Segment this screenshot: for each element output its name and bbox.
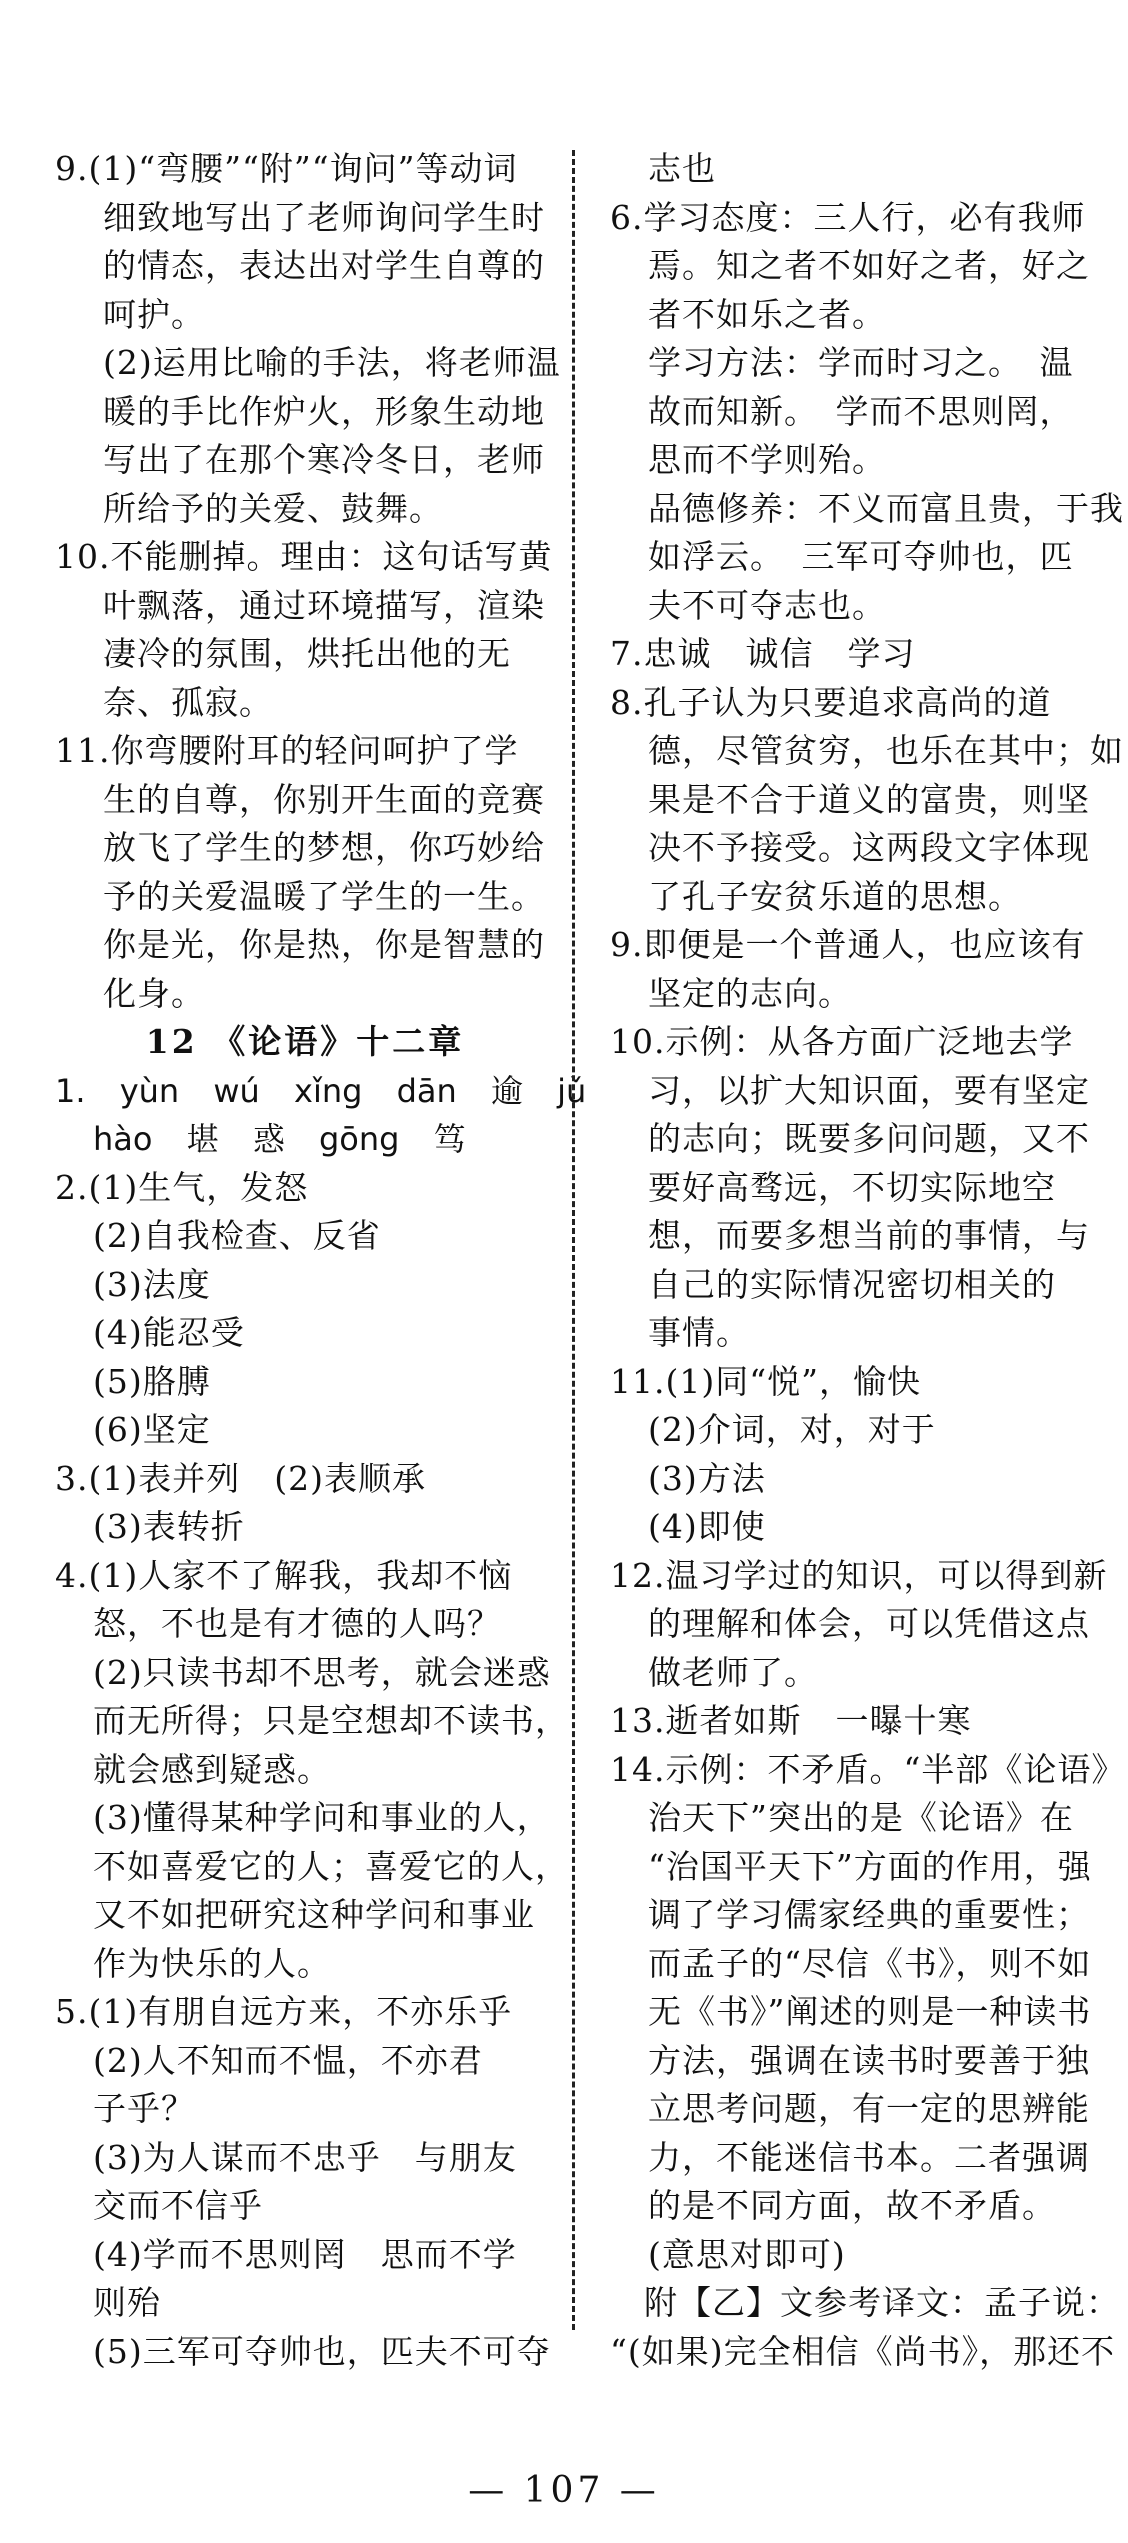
text-line: 放飞了学生的梦想，你巧妙给	[103, 828, 545, 867]
text-line: 10.不能删掉。理由：这句话写黄	[55, 537, 553, 576]
text-line: 立思考问题，有一定的思辨能	[648, 2089, 1090, 2128]
text-line: 如浮云。 三军可夺帅也，匹	[648, 537, 1074, 576]
text-line: 9.即便是一个普通人，也应该有	[610, 925, 1086, 964]
text-line: (5)胳膊	[93, 1361, 211, 1401]
text-line: 暖的手比作炉火，形象生动地	[103, 391, 545, 431]
text-line: 附【乙】文参考译文：孟子说：	[610, 2283, 1120, 2322]
text-line: (3)为人谋而不忠乎 与朋友	[93, 2137, 517, 2177]
text-line: 的志向；既要多问问题，又不	[648, 1119, 1090, 1158]
text-line: 而无所得；只是空想却不读书，	[93, 1701, 569, 1740]
text-line: (3)表转折	[93, 1507, 245, 1546]
text-line: (3)方法	[648, 1458, 766, 1498]
text-line: 2.(1)生气，发怒	[55, 1167, 309, 1207]
text-line: (2)人不知而不愠，不亦君	[93, 2040, 483, 2080]
text-line: (6)坚定	[93, 1410, 211, 1449]
text-line: 叶飘落，通过环境描写，渲染	[103, 585, 545, 625]
left-column	[55, 145, 587, 2376]
text-line: 3.(1)表并列 (2)表顺承	[55, 1458, 426, 1498]
text-line: 调了学习儒家经典的重要性；	[648, 1895, 1090, 1934]
text-line: 力，不能迷信书本。二者强调	[648, 2137, 1090, 2177]
text-line: 习，以扩大知识面，要有坚定	[648, 1070, 1090, 1110]
text-line: 写出了在那个寒冷冬日，老师	[103, 440, 545, 479]
text-line: 要好高骛远，不切实际地空	[648, 1167, 1056, 1207]
text-line: 故而知新。 学而不思则罔，	[648, 391, 1074, 431]
text-line: 6.学习态度：三人行，必有我师	[610, 197, 1086, 237]
text-line: 者不如乐之者。	[648, 294, 886, 334]
text-line: 决不予接受。这两段文字体现	[648, 828, 1090, 867]
text-line: (4)能忍受	[93, 1313, 245, 1352]
text-line: 的理解和体会，可以凭借这点	[648, 1604, 1090, 1643]
text-line: 焉。知之者不如好之者，好之	[648, 246, 1090, 285]
text-line: 坚定的志向。	[648, 973, 852, 1013]
text-line: 凄冷的氛围，烘托出他的无	[103, 634, 511, 673]
text-line: 11.(1)同“悦”，愉快	[610, 1361, 921, 1401]
text-line: 怒，不也是有才德的人吗？	[93, 1604, 501, 1643]
text-line: 14.示例：不矛盾。“半部《论语》	[610, 1749, 1126, 1789]
column-divider	[572, 150, 575, 2330]
text-line: 学习方法：学而时习之。 温	[648, 343, 1074, 382]
text-line: 果是不合于道义的富贵，则坚	[648, 779, 1090, 819]
text-line: 自己的实际情况密切相关的	[648, 1264, 1056, 1304]
text-line: 事情。	[648, 1313, 750, 1352]
text-line: 交而不信乎	[93, 2186, 263, 2225]
text-line: 无《书》”阐述的则是一种读书	[648, 1992, 1092, 2031]
text-line: 了孔子安贫乐道的思想。	[648, 876, 1022, 916]
text-line: 4.(1)人家不了解我，我却不恼	[55, 1555, 513, 1595]
text-line: (5)三军可夺帅也，匹夫不可夺	[93, 2331, 551, 2371]
text-line: hào 堪 惑 gōng 笃	[93, 1120, 466, 1158]
text-line: 10.示例：从各方面广泛地去学	[610, 1022, 1074, 1061]
text-line: 子乎？	[93, 2089, 195, 2128]
text-line: 12 《论语》十二章	[145, 1022, 465, 1061]
text-line: 7.忠诚 诚信 学习	[610, 634, 916, 673]
text-line: 细致地写出了老师询问学生时	[103, 197, 545, 237]
text-line: 思而不学则殆。	[648, 440, 886, 479]
text-line: 的是不同方面，故不矛盾。	[648, 2186, 1056, 2225]
text-line: 奈、孤寂。	[103, 682, 273, 722]
text-line: 所给予的关爱、鼓舞。	[103, 488, 443, 528]
text-line: 1. yùn wú xǐng dān 逾 jǔ	[55, 1071, 587, 1110]
text-line: 予的关爱温暖了学生的一生。	[103, 876, 545, 916]
text-line: 生的自尊，你别开生面的竞赛	[103, 779, 545, 819]
text-line: 化身。	[103, 973, 205, 1013]
text-line: 不如喜爱它的人；喜爱它的人，	[93, 1846, 569, 1886]
text-line: 则殆	[93, 2283, 161, 2322]
text-line: (2)运用比喻的手法，将老师温	[103, 343, 561, 382]
text-line: 就会感到疑惑。	[93, 1749, 331, 1789]
text-line: 想，而要多想当前的事情，与	[648, 1216, 1090, 1255]
text-line: (意思对即可)	[648, 2234, 846, 2274]
text-line: (4)学而不思则罔 思而不学	[93, 2234, 517, 2274]
text-line: (2)只读书却不思考，就会迷惑	[93, 1652, 551, 1692]
text-line: (4)即使	[648, 1507, 766, 1546]
page-number: — 107 —	[468, 2470, 660, 2511]
text-line: 作为快乐的人。	[93, 1943, 331, 1983]
text-line: (3)懂得某种学问和事业的人，	[93, 1798, 551, 1837]
text-line: 志也	[648, 149, 716, 188]
text-line: 做老师了。	[648, 1652, 818, 1692]
text-line: 12.温习学过的知识，可以得到新	[610, 1555, 1108, 1595]
text-line: 你是光，你是热，你是智慧的	[103, 925, 545, 964]
text-line: 13.逝者如斯 一曝十寒	[610, 1701, 972, 1740]
text-line: 11.你弯腰附耳的轻问呵护了学	[55, 731, 519, 770]
text-line: 9.(1)“弯腰”“附”“询问”等动词	[55, 149, 518, 188]
text-line: 而孟子的“尽信《书》，则不如	[648, 1943, 1092, 1983]
text-line: 呵护。	[103, 294, 205, 334]
text-line: 方法，强调在读书时要善于独	[648, 2040, 1090, 2080]
text-line: “治国平天下”方面的作用，强	[648, 1846, 1092, 1886]
text-line: “(如果)完全相信《尚书》，那还不	[610, 2331, 1116, 2371]
text-line: 德，尽管贫穷，也乐在其中；如	[648, 731, 1124, 770]
text-line: 治天下”突出的是《论语》在	[648, 1798, 1074, 1837]
text-line: 又不如把研究这种学问和事业	[93, 1895, 535, 1934]
text-line: 的情态，表达出对学生自尊的	[103, 246, 545, 285]
text-line: (3)法度	[93, 1264, 211, 1304]
text-line: (2)介词，对，对于	[648, 1410, 936, 1449]
text-line: 夫不可夺志也。	[648, 585, 886, 625]
text-line: 8.孔子认为只要追求高尚的道	[610, 682, 1052, 722]
right-column	[610, 145, 1126, 2376]
text-line: (2)自我检查、反省	[93, 1216, 381, 1255]
text-line: 品德修养：不义而富且贵，于我	[648, 488, 1124, 528]
text-line: 5.(1)有朋自远方来，不亦乐乎	[55, 1992, 513, 2031]
